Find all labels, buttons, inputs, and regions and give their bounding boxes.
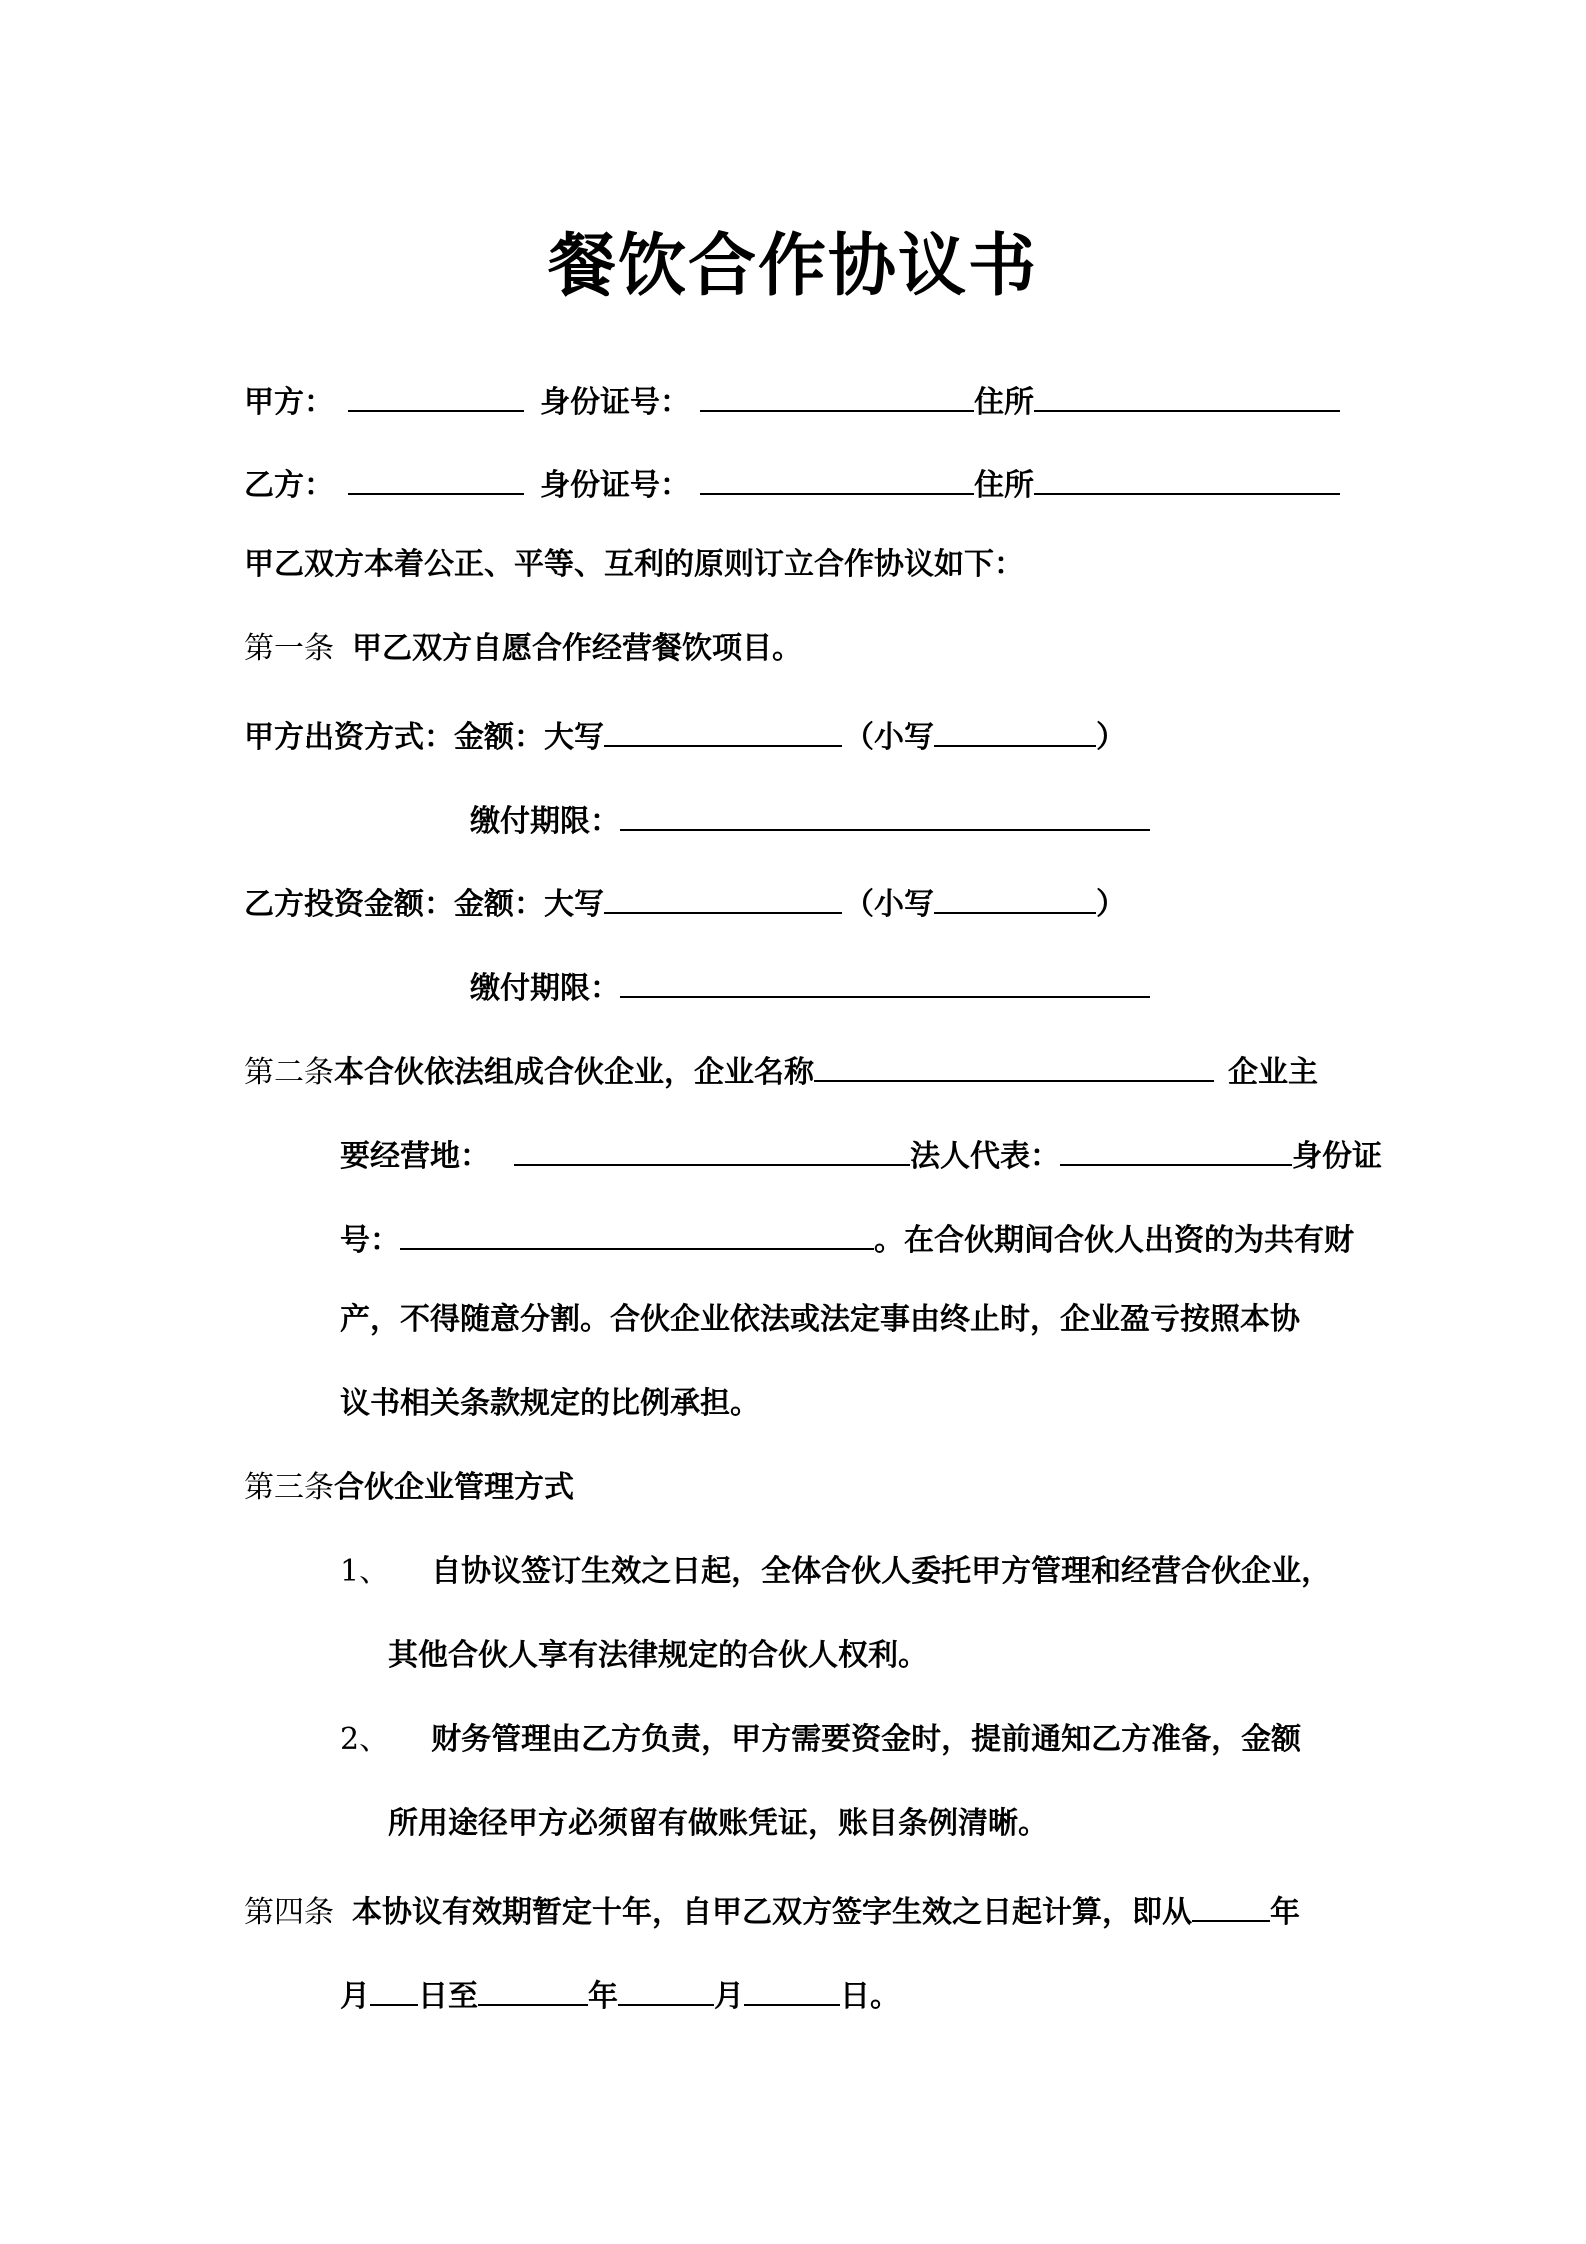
article-2-line-3 [340, 1214, 1354, 1258]
party-a-address-field[interactable] [1034, 376, 1340, 412]
start-month-label: 月 [340, 1979, 370, 2014]
article-2-line-5: 议书相关条款规定的比例承担。 [340, 1386, 760, 1421]
party-a-line [244, 376, 1340, 420]
day-to-label: 日至 [418, 1979, 478, 2014]
party-a-deadline-label: 缴付期限： [470, 804, 620, 839]
party-b-amount-uppercase-field[interactable] [604, 878, 842, 914]
party-b-deadline-line [470, 962, 1150, 1006]
end-month-field[interactable] [618, 1970, 714, 2006]
party-a-name-field[interactable] [348, 376, 524, 412]
small-amount-close: ） [1096, 887, 1126, 922]
business-address-label: 要经营地： [340, 1139, 490, 1174]
party-b-id-label: 身份证号： [540, 468, 690, 503]
article-2-line-4: 产，不得随意分割。合伙企业依法或法定事由终止时，企业盈亏按照本协 [340, 1302, 1300, 1337]
small-amount-open: （小写 [844, 720, 934, 755]
article-3-number: 第三条 [244, 1470, 334, 1505]
article-2-line-1-text: 本合伙依法组成合伙企业，企业名称 [334, 1055, 814, 1090]
article-4-text: 本协议有效期暂定十年，自甲乙双方签字生效之日起计算，即从 [352, 1895, 1192, 1930]
party-a-investment-label: 甲方出资方式：金额：大写 [244, 720, 604, 755]
end-year-field[interactable] [478, 1970, 588, 2006]
party-b-amount-lowercase-field[interactable] [934, 878, 1096, 914]
party-b-deadline-label: 缴付期限： [470, 971, 620, 1006]
party-a-amount-lowercase-field[interactable] [934, 711, 1096, 747]
company-name-field[interactable] [814, 1046, 1214, 1082]
party-b-line [244, 459, 1340, 503]
small-amount-close: ） [1096, 720, 1126, 755]
party-a-deadline-field[interactable] [620, 795, 1150, 831]
article-1-number: 第一条 [244, 631, 334, 666]
party-b-deadline-field[interactable] [620, 962, 1150, 998]
id-number-label-end: 号： [340, 1223, 400, 1258]
article-3-heading: 合伙企业管理方式 [334, 1470, 574, 1505]
small-amount-open: （小写 [844, 887, 934, 922]
article-1-line [244, 627, 802, 671]
preamble: 甲乙双方本着公正、平等、互利的原则订立合作协议如下： [244, 547, 1024, 582]
party-a-amount-uppercase-field[interactable] [604, 711, 842, 747]
article-3-line [244, 1466, 574, 1510]
end-day-label: 日。 [840, 1979, 900, 2014]
article-3-item-1 [340, 1550, 1331, 1594]
legal-representative-label: 法人代表： [910, 1139, 1060, 1174]
article-2-line-2 [340, 1130, 1382, 1174]
party-a-id-label: 身份证号： [540, 385, 690, 420]
article-4-line-2 [340, 1970, 900, 2014]
document-title: 餐饮合作协议书 [547, 227, 1038, 306]
article-2-line-1-end: 企业主 [1228, 1055, 1318, 1090]
party-b-name-field[interactable] [348, 459, 524, 495]
end-day-field[interactable] [744, 1970, 840, 2006]
article-2-line-3-text: 。在合伙期间合伙人出资的为共有财 [874, 1223, 1354, 1258]
end-month-label: 月 [714, 1979, 744, 2014]
party-a-id-field[interactable] [700, 376, 974, 412]
article-2-line-1 [244, 1046, 1318, 1090]
start-year-field[interactable] [1192, 1886, 1270, 1922]
party-b-label: 乙方： [244, 468, 334, 503]
start-year-label: 年 [1270, 1895, 1300, 1930]
legal-representative-id-field[interactable] [400, 1214, 874, 1250]
party-b-id-field[interactable] [700, 459, 974, 495]
business-address-field[interactable] [514, 1130, 910, 1166]
item-1-number: 1、 [340, 1554, 390, 1589]
item-2-number: 2、 [340, 1722, 390, 1757]
article-2-number: 第二条 [244, 1055, 334, 1090]
id-number-label-start: 身份证 [1292, 1139, 1382, 1174]
article-3-item-1-line-2: 其他合伙人享有法律规定的合伙人权利。 [388, 1638, 928, 1673]
article-4-line-1 [244, 1886, 1300, 1930]
start-day-field[interactable] [370, 1970, 418, 2006]
party-a-deadline-line [470, 795, 1150, 839]
article-3-item-2 [340, 1718, 1301, 1762]
item-2-line-1: 财务管理由乙方负责，甲方需要资金时，提前通知乙方准备，金额 [431, 1722, 1302, 1757]
legal-representative-field[interactable] [1060, 1130, 1292, 1166]
party-b-address-label: 住所 [974, 468, 1034, 503]
party-b-investment-label: 乙方投资金额：金额：大写 [244, 887, 604, 922]
party-a-label: 甲方： [244, 385, 334, 420]
end-year-label: 年 [588, 1979, 618, 2014]
party-a-address-label: 住所 [974, 385, 1034, 420]
party-b-address-field[interactable] [1034, 459, 1340, 495]
party-b-investment-line [244, 878, 1126, 922]
item-1-line-1: 自协议签订生效之日起，全体合伙人委托甲方管理和经营合伙企业， [431, 1554, 1332, 1589]
article-4-number: 第四条 [244, 1895, 334, 1930]
article-3-item-2-line-2: 所用途径甲方必须留有做账凭证，账目条例清晰。 [388, 1806, 1048, 1841]
article-1-text: 甲乙双方自愿合作经营餐饮项目。 [352, 631, 802, 666]
party-a-investment-line [244, 711, 1126, 755]
